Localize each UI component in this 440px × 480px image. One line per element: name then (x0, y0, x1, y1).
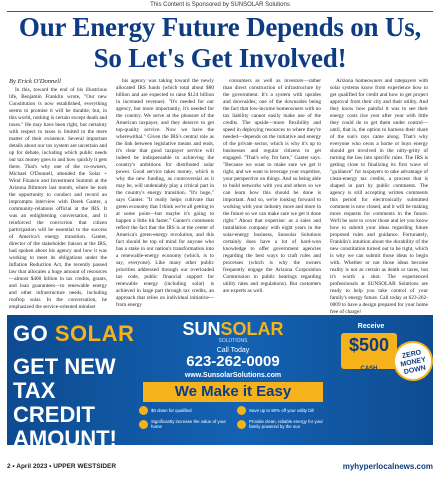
easy-banner: We Make it Easy (143, 382, 323, 402)
logo-sun: SUN (182, 319, 221, 339)
solar-word: SOLAR (54, 321, 135, 346)
site-url[interactable]: myhyperlocalnews.com (342, 462, 433, 471)
issue-info: 2 • April 2023 • UPPER WESTSIDER (7, 463, 117, 470)
column-text: In this, toward the end of his illustrious life, Benjamin Franklin wrote, "Our new Constitution is now established, everything seems to promise it will be durable; but, in this world, nothing is certain except death and taxes." He may have been right, but certainty with respect to taxes is limited to the mere matter of their existence. Several important details about our tax system are uncertain and up for debate, including which public needs our tax money goes to and how quickly it gets there. That's why one of the co-owners, Michael O'Donnell, attended the Solar + Wind Finance and Investment Summit at the Arizona Biltmore last month, where he took the opportunity to conduct and record an impromptu interview with Derek Ganter, a community-relations official at the IRS. It was an enlightening conversation, and it reinforced the conviction that citizen participation will be essential to the success of America's energy transition. Ganter, director of the stakeholder liaison at the IRS, had spoken about his agency and how it was working to meet its obligations under the Inflation Reduction Act, the recently passed law that allocates a huge amount of resources—almost $400 billion in tax credits, grants, and loan guarantees—to renewable energy and other infrastructure needs, including rooftop solar. In the conversation, he emphasized the service-oriented mindset (9, 87, 107, 310)
ad-center (135, 319, 331, 433)
feature-text: Significantly increase the value of your home (151, 419, 226, 429)
dollar-icon (139, 406, 148, 415)
feature-text: $0 down for qualified (151, 408, 192, 413)
feature-list (139, 406, 327, 433)
feature-item (139, 406, 229, 415)
feature-text: Provide clean, reliable energy for your family powered by the sun (249, 419, 323, 429)
byline: By Erick O'Donnell (9, 78, 61, 85)
home-icon (139, 420, 148, 429)
column-text: Arizona homeowners and ratepayers with solar systems know from experience how to get qualified for credit and how to get project approval from their city and their utility. And they know how painful it was to see their energy costs rise year after year with little they could do to get them under control—until, that is, the option to harness their share of the sun's rays came along. That's why everyone who owns a home or buys energy should get involved in the nitty-gritty of turning the law into specific rules. The IRS is getting close to finalizing its first wave of "guidance" for taxpayers to take advantage of clean-energy tax credits, a process that is shaped in part by public comments. The agency is still accepting written comments this period for electronically submitted comment is now closed, and it will be making more requests for comments in the future. We'll be sure to cover those and let you know how to submit your ideas regarding future proposed rules and guidance. Fortunately, Franklin's intuition about the durability of the new constitution turned out to be right, which is why we can submit those ideas to begin with. Whether or not those ideas become reality is not as certain as death or taxes, but it's worth a shot. The experienced professionals at SUNSOLAR Solutions are ready to help you take control of your family's energy future. Call today at 623-262-0009 to have a design prepared for your home free of charge! (330, 78, 428, 315)
article-column-1 (9, 87, 107, 312)
go-word: GO (13, 321, 49, 346)
sunsolar-logo (135, 319, 331, 340)
page-footer (7, 452, 433, 478)
feature-item (139, 419, 229, 429)
column-text: his agency was taking toward the newly allocated IRS funds (which total about $80 billion and are expected to raise $124 billion in increased revenue). "It's needed for our agency, but more importantly, it's needed for the country. We serve at the pleasure of the American taxpayer, and they deserve to get top-quality service. Now we have the wherewithal." Given the IRS's central role as the link between legislative means and ends, it's clear that good taxpayer service will indeed be indispensable to achieving the country's ambitions for distributed solar power. Good service takes money, which is why the new funding, as controversial as it may be, will undeniably play a critical part in the country's energy transition. "It's huge," says Ganter. "It really helps cultivate that green economy that I think we're all getting to at some point—but maybe it's going to happen a little bit faster." Ganter's comments reflect the fact that the IRS is at the center of America's green-energy revolution, and this fact should be top of mind for anyone who has a stake in our nation's transformation into a renewable-energy economy (which, is to say, everyone). Like many other public priorities addressed through our overloaded tax code, public financial support for renewable energy (including solar) is achieved in large part through tax credits, an approach that relies on individual initiative—from energy (116, 78, 214, 308)
receive-label: Receive (357, 323, 385, 330)
column-text: consumers as well as investors—rather than direct construction of infrastructure by the government. It's a system with upsides and downsides; one of the downsides being the fact that low-income homeowners with no tax liability cannot easily make use of the credits. The upside—more flexibility and speed in deploying resources to where they're needed—depends on the initiative and energy of the private sector, which is why it's up to businesses and regular citizens to get engaged. "That's why I'm here," Ganter says. "Because we want to make sure we get it right, and we want to leverage your expertise, your perspective on things. And so being able to build networks with you and others so we can learn how this should be done is important. And so, we're looking forward to working with your industry more and more in the future so we can make sure we get it done right." About that expertise: as a sales and installation company with eight years in the solar-energy business, Sunsolar Solutions certainly does have a lot of hard-won knowledge to offer government agencies regarding the best ways to craft rules and processes (which is why the owners frequently engage the Arizona Corporation Commission in public hearings regarding utility rates and regulations). But customers are experts as well. (223, 78, 321, 294)
zero-money-down-badge: ZERO MONEY DOWN (389, 337, 436, 384)
sunsolar-advertisement[interactable] (7, 315, 433, 451)
savings-icon (237, 406, 246, 415)
article-column-3 (223, 78, 321, 303)
article-column-2 (116, 78, 214, 308)
call-today-label: Call Today (216, 347, 250, 354)
logo-solar: SOLAR (220, 319, 284, 339)
feature-text: Save up to 90% off your utility bill (249, 408, 314, 413)
sponsor-line: This Content is Sponsored by SUNSOLAR Solutions (150, 2, 290, 8)
headline: Our Energy Future Depends on Us, So Let's Get Involved! (18, 12, 422, 73)
tax-credit-text: GET NEW TAX CREDIT AMOUNT! (13, 354, 117, 451)
sun-icon (237, 420, 246, 429)
cash-card (341, 333, 397, 372)
ad-offer (335, 315, 433, 445)
website-link[interactable]: www.SunsolarSolutions.com (184, 372, 282, 379)
go-solar-heading (13, 321, 134, 347)
article-column-4 (330, 78, 428, 315)
feature-item (237, 419, 327, 429)
cash-label: CASH (360, 366, 378, 372)
logo-subtitle: SOLUTIONS (218, 338, 248, 344)
feature-item (237, 406, 327, 415)
phone-number[interactable]: 623-262-0009 (186, 353, 280, 370)
cash-amount: $500 (348, 335, 390, 355)
